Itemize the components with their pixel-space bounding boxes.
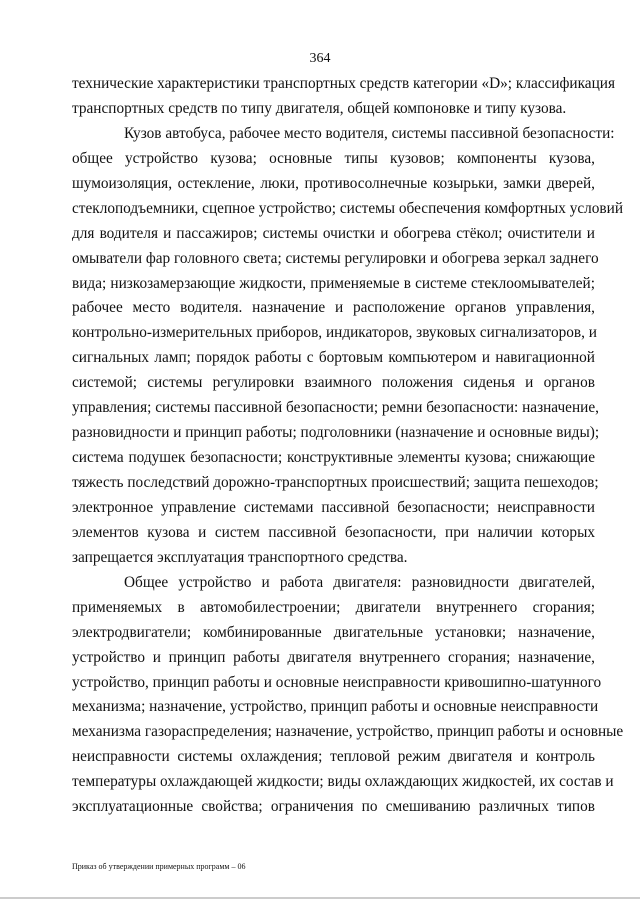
text-line: механизма; назначение, устройство, принцип работы и основные неисправности bbox=[72, 698, 599, 716]
text-line: элементов кузова и систем пассивной безопасности, при наличии которых bbox=[72, 523, 595, 541]
text-line: электронное управление системами пассивной безопасности; неисправности bbox=[72, 498, 595, 516]
text-line: Кузов автобуса, рабочее место водителя, системы пассивной безопасности: bbox=[124, 124, 615, 142]
text-line: технические характеристики транспортных средств категории «D»; классификация bbox=[72, 75, 616, 92]
text-line: шумоизоляция, остекление, люки, противосолнечные козырьки, замки дверей, bbox=[72, 174, 595, 192]
text-line: общее устройство кузова; основные типы кузовов; компоненты кузова, bbox=[72, 149, 595, 167]
text-line: устройство, принцип работы и основные неисправности кривошипно-шатунного bbox=[72, 673, 602, 691]
text-line: неисправности системы охлаждения; тепловой режим двигателя и контроль bbox=[72, 748, 595, 766]
text-line: управления; системы пассивной безопасности; ремни безопасности: назначение, bbox=[72, 399, 599, 417]
paragraph-vehicle-classification bbox=[72, 72, 616, 122]
document-body bbox=[72, 72, 624, 820]
text-line: механизма газораспределения; назначение, устройство, принцип работы и основные bbox=[72, 723, 624, 741]
text-line: стеклоподъемники, сцепное устройство; системы обеспечения комфортных условий bbox=[72, 199, 624, 217]
text-line: система подушек безопасности; конструктивные элементы кузова; снижающие bbox=[72, 449, 595, 467]
text-line: омыватели фар головного света; системы регулировки и обогрева зеркал заднего bbox=[72, 249, 599, 267]
paragraph-bus-body bbox=[72, 122, 624, 571]
text-line: эксплуатационные свойства; ограничения по смешиванию различных типов bbox=[72, 798, 595, 816]
text-line: рабочее место водителя. назначение и расположение органов управления, bbox=[72, 299, 595, 317]
page-edge-divider bbox=[0, 897, 640, 899]
text-line: Общее устройство и работа двигателя: разновидности двигателей, bbox=[124, 573, 595, 591]
text-line: температуры охлаждающей жидкости; виды охлаждающих жидкостей, их состав и bbox=[72, 773, 614, 791]
footer-note: Приказ об утверждении примерных программ – 06 bbox=[72, 862, 246, 871]
text-line: электродвигатели; комбинированные двигательные установки; назначение, bbox=[72, 623, 595, 641]
text-line: устройство и принцип работы двигателя внутреннего сгорания; назначение, bbox=[72, 648, 595, 666]
text-line: вида; низкозамерзающие жидкости, применяемые в системе стеклоомывателей; bbox=[72, 274, 595, 292]
text-line: системой; системы регулировки взаимного положения сиденья и органов bbox=[72, 374, 595, 392]
text-line: сигнальных ламп; порядок работы с бортовым компьютером и навигационной bbox=[72, 349, 595, 367]
paragraph-engine bbox=[72, 571, 624, 820]
text-line: для водителя и пассажиров; системы очистки и обогрева стёкол; очистители и bbox=[72, 224, 595, 242]
text-line: применяемых в автомобилестроении; двигатели внутреннего сгорания; bbox=[72, 598, 595, 616]
text-line: транспортных средств по типу двигателя, общей компоновке и типу кузова. bbox=[72, 99, 567, 117]
text-line: контрольно-измерительных приборов, индикаторов, звуковых сигнализаторов, и bbox=[72, 324, 597, 342]
text-line: тяжесть последствий дорожно-транспортных происшествий; защита пешеходов; bbox=[72, 474, 599, 491]
text-line: разновидности и принцип работы; подголовники (назначение и основные виды); bbox=[72, 424, 600, 442]
page-number: 364 bbox=[309, 51, 331, 66]
text-line: запрещается эксплуатация транспортного средства. bbox=[72, 548, 408, 566]
